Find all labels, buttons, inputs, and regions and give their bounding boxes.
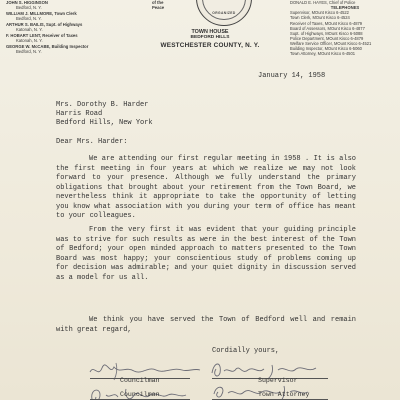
telephones-heading: TELEPHONES — [330, 5, 360, 11]
telephone-item: Police Department, MOunt Kisco 6-4879 — [290, 35, 364, 41]
closing: Cordially yours, — [212, 347, 280, 355]
seal-lettering: ORGANIZED — [212, 11, 236, 15]
signature-title: Councilman — [120, 391, 160, 398]
body-paragraph: We think you have served the Town of Bedford well and remain with great regard, — [56, 316, 356, 334]
recipient-line: Bedford Hills, New York — [56, 119, 153, 128]
telephone-item: Supervisor, MOunt Kisco 6-4522 — [290, 10, 349, 16]
body-paragraph: From the very first it was evident that your guiding principle was to strive for such results as were in the best interest of the Town of Bedford; your open minded approach to matters presented to the Town Board was most happy; your conscientious study of problems coming up for decision was admirable; and your quiet dignity in discussion served as a model for us all. — [56, 226, 356, 282]
letter-date: January 14, 1958 — [258, 72, 326, 80]
official-name: ARTHUR S. BAILIS, Supt. of Highways — [6, 22, 83, 27]
recipient-line: Mrs. Dorothy B. Harder — [56, 101, 149, 109]
official-entry — [6, 44, 118, 54]
official-name: JOHN S. HIGGINSON — [6, 0, 48, 5]
officials-list — [6, 0, 118, 55]
salutation: Dear Mrs. Harder: — [56, 138, 128, 146]
body-paragraph: We are attending our first regular meeting in 1958 . It is also the first meeting in four years at which we realize we may not look forward to your presence. Although we fully understand the primary obligations that brought about your retirement from the Town Board, we nevertheless think it appropriate to take the opportunity of letting you know what association with you during your term of office has meant to your colleagues. — [56, 155, 356, 221]
telephone-item: Town Clerk, MOunt Kisco 6-4524 — [290, 15, 350, 21]
signature-title: Supervisor — [258, 377, 298, 384]
town-house-label: TOWN HOUSE — [191, 29, 229, 35]
official-name: GEORGE W. McCABE, Building Inspector — [6, 44, 89, 49]
official-name: WILLIAM J. MILLMORE, Town Clerk — [6, 11, 77, 16]
signature-title: Councilman — [120, 377, 160, 384]
official-location: Katonah, N. Y. — [16, 38, 43, 44]
telephone-item: Town Attorney, MOunt Kisco 6-4501 — [290, 51, 356, 57]
hamlet-label: BEDFORD HILLS — [190, 35, 230, 40]
justice-of-peace-fragment — [152, 0, 192, 10]
peace-line: of the — [152, 0, 164, 5]
telephone-item: Welfare Service Officer, MOunt Kisco 6-4521 — [290, 40, 372, 46]
recipient-address — [56, 101, 153, 129]
telephone-item: Receiver of Taxes, MOunt Kisco 6-4879 — [290, 20, 363, 26]
telephone-directory — [290, 0, 400, 56]
recipient-line: Harris Road — [56, 110, 103, 119]
official-location: Bedford, N. Y. — [16, 16, 42, 22]
peace-line: Peace — [152, 5, 165, 10]
telephone-item: Building Inspector, MOunt Kisco 6-5060 — [290, 46, 362, 52]
county-label: WESTCHESTER COUNTY, N. Y. — [160, 42, 260, 49]
official-location: Katonah, N. Y. — [16, 27, 43, 33]
police-chief-name: DONALD E. HAYES, Chief of Police — [290, 0, 356, 5]
letterhead-address — [150, 29, 270, 50]
official-entry — [6, 11, 118, 21]
official-location: Bedford, N. Y. — [16, 49, 42, 55]
town-seal-logo — [196, 0, 252, 26]
telephone-item: Supt. of Highways, MOunt Kisco 6-5088 — [290, 30, 363, 36]
official-location: Bedford, N. Y. — [16, 5, 42, 11]
official-name: F. HOBART LENT, Receiver of Taxes — [6, 33, 78, 38]
official-entry — [6, 0, 118, 10]
official-entry — [6, 22, 118, 32]
telephone-item: Board of Assessors, MOunt Kisco 6-4877 — [290, 25, 365, 31]
official-entry — [6, 33, 118, 43]
signature-title: Town Attorney — [258, 391, 310, 398]
